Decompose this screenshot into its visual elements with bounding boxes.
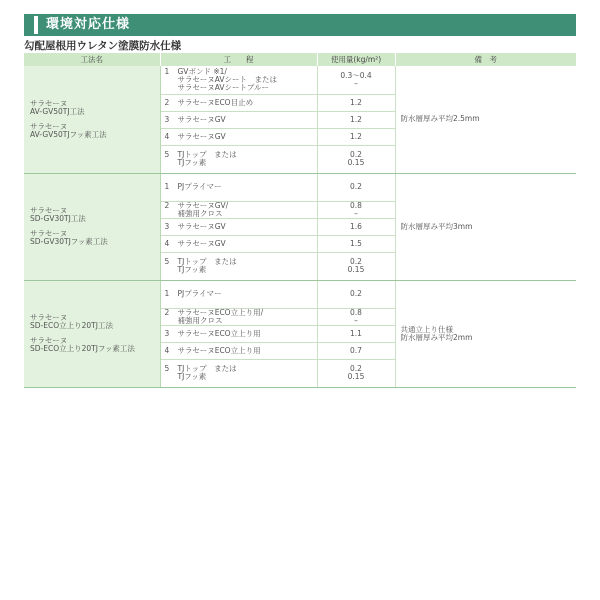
step-text-line: サラセーヌAVシート または <box>177 74 277 84</box>
usage-amount-value: 1.2 <box>350 97 362 107</box>
process-step-cell <box>160 173 317 201</box>
usage-amount-cell <box>317 308 395 325</box>
step-text-line: サラセーヌGV <box>177 238 226 248</box>
col-header-method: 工法名 <box>24 53 160 66</box>
process-step-cell <box>160 201 317 218</box>
remarks-line: 共通立上り仕様 <box>400 324 453 334</box>
remarks-cell <box>395 66 576 173</box>
step-number: 3 <box>164 328 170 338</box>
process-step-cell <box>160 280 317 308</box>
usage-amount-cell <box>317 145 395 173</box>
remarks-line: 防水層厚み平均3mm <box>400 221 473 231</box>
process-step-cell <box>160 359 317 387</box>
step-text-line: TJトップ または <box>177 257 237 266</box>
step-text-line: サラセーヌGV/ <box>177 200 229 210</box>
method-name-line: サラセーヌ <box>30 98 68 108</box>
usage-amount-value: – <box>354 78 358 88</box>
step-text <box>178 290 317 298</box>
usage-amount-value: 0.2 <box>350 182 362 191</box>
method-name-line: SD-GV30TJ工法 <box>30 214 86 223</box>
table-subtitle: 勾配屋根用ウレタン塗膜防水仕様 <box>24 40 182 52</box>
process-step-cell <box>160 66 317 94</box>
step-text <box>178 223 317 231</box>
usage-amount-value: – <box>354 208 358 218</box>
table-row <box>24 66 576 94</box>
method-name-line: AV-GV50TJ工法 <box>30 106 85 116</box>
step-number: 3 <box>164 221 170 231</box>
step-text <box>178 309 317 325</box>
method-name-line: サラセーヌ <box>30 121 68 131</box>
process-step-cell <box>160 235 317 252</box>
usage-amount-value: 0.2 <box>350 289 362 298</box>
process-step-cell <box>160 342 317 359</box>
usage-amount-cell <box>317 342 395 359</box>
method-name-line: AV-GV50TJフッ素工法 <box>30 129 107 139</box>
step-text-line: サラセーヌECO目止め <box>177 97 254 107</box>
usage-amount-cell <box>317 66 395 94</box>
step-text-line: PJプライマー <box>177 182 222 191</box>
step-text-line: TJトップ または <box>177 364 237 373</box>
step-text <box>178 202 317 218</box>
usage-amount-value: 1.5 <box>350 238 362 248</box>
usage-amount-value: 0.15 <box>347 265 365 274</box>
col-header-process: 工 程 <box>160 53 317 66</box>
step-text-line: サラセーヌECO立上り用 <box>177 345 261 355</box>
step-number: 2 <box>164 97 170 107</box>
step-text-line: サラセーヌGV <box>177 131 226 141</box>
step-number: 1 <box>164 182 170 191</box>
step-text-line: TJフッ素 <box>177 372 207 381</box>
step-text-line: サラセーヌECO立上り用/ <box>177 307 264 317</box>
spec-table <box>24 53 576 388</box>
step-number: 5 <box>164 150 170 159</box>
usage-amount-value: 1.6 <box>350 221 362 231</box>
step-text <box>178 133 317 141</box>
step-text-line: PJプライマー <box>177 289 222 298</box>
usage-amount-cell <box>317 111 395 128</box>
step-number: 4 <box>164 131 170 141</box>
table-row <box>24 280 576 308</box>
step-number: 5 <box>164 257 170 266</box>
step-text <box>178 240 317 248</box>
step-text-line: サラセーヌECO立上り用 <box>177 328 261 338</box>
method-name-line: サラセーヌ <box>30 336 68 345</box>
step-text <box>178 365 317 381</box>
step-text <box>178 183 317 191</box>
process-step-cell <box>160 308 317 325</box>
method-name-cell <box>24 280 160 387</box>
table-header-row <box>24 53 576 66</box>
step-text <box>178 347 317 355</box>
method-name-line: サラセーヌ <box>30 313 68 322</box>
section-header-bar <box>24 14 576 36</box>
process-step-cell <box>160 252 317 280</box>
step-text-line: サラセーヌGV <box>177 114 226 124</box>
table-row <box>24 173 576 201</box>
step-text-line: サラセーヌGV <box>177 221 226 231</box>
step-number: 3 <box>164 114 170 124</box>
usage-amount-value: 0.2 <box>350 257 362 266</box>
usage-amount-cell <box>317 128 395 145</box>
usage-amount-cell <box>317 94 395 111</box>
col-header-remarks: 備 考 <box>395 53 576 66</box>
step-text <box>178 116 317 124</box>
section-title: 環境対応仕様 <box>46 17 131 32</box>
usage-amount-value: 0.7 <box>350 345 362 355</box>
method-name-cell <box>24 173 160 280</box>
step-text <box>178 330 317 338</box>
step-text-line: TJフッ素 <box>177 158 207 167</box>
usage-amount-value: 1.1 <box>350 328 362 338</box>
method-name-line: サラセーヌ <box>30 229 68 238</box>
usage-amount-value: 0.3～0.4 <box>340 70 372 80</box>
usage-amount-cell <box>317 235 395 252</box>
process-step-cell <box>160 94 317 111</box>
step-text-line: 補強用クロス <box>177 315 223 325</box>
step-number: 4 <box>164 238 170 248</box>
step-text-line: TJトップ または <box>177 150 237 159</box>
method-name-line: サラセーヌ <box>30 206 68 215</box>
usage-amount-cell <box>317 252 395 280</box>
step-text <box>178 151 317 167</box>
remarks-cell <box>395 280 576 387</box>
usage-amount-value: 0.15 <box>347 158 365 167</box>
process-step-cell <box>160 111 317 128</box>
process-step-cell <box>160 128 317 145</box>
step-text-line: 補強用クロス <box>177 208 223 218</box>
usage-amount-value: 0.2 <box>350 364 362 373</box>
usage-amount-value: 0.15 <box>347 372 365 381</box>
step-text-line: GVボンド ※1/ <box>177 66 227 76</box>
usage-amount-cell <box>317 325 395 342</box>
step-number: 2 <box>164 200 170 210</box>
step-text-line: サラセーヌAVシートブルー <box>177 82 269 92</box>
usage-amount-cell <box>317 201 395 218</box>
usage-amount-cell <box>317 359 395 387</box>
step-text <box>178 258 317 274</box>
step-number: 1 <box>164 289 170 298</box>
usage-amount-cell <box>317 218 395 235</box>
remarks-line: 防水層厚み平均2.5mm <box>400 114 480 124</box>
process-step-cell <box>160 325 317 342</box>
step-number: 2 <box>164 307 170 317</box>
method-name-cell <box>24 66 160 173</box>
step-number: 4 <box>164 345 170 355</box>
step-text <box>178 68 317 92</box>
step-text-line: TJフッ素 <box>177 265 207 274</box>
usage-amount-value: 1.2 <box>350 114 362 124</box>
process-step-cell <box>160 218 317 235</box>
usage-amount-value: 0.8 <box>350 307 362 317</box>
method-name-line: SD-ECO立上り20TJ工法 <box>30 321 113 330</box>
process-step-cell <box>160 145 317 173</box>
remarks-cell <box>395 173 576 280</box>
usage-amount-value: 1.2 <box>350 131 362 141</box>
step-number: 5 <box>164 364 170 373</box>
usage-amount-cell <box>317 173 395 201</box>
col-header-amount: 使用量(kg/m²) <box>317 53 395 66</box>
usage-amount-value: 0.2 <box>350 150 362 159</box>
step-text <box>178 99 317 107</box>
header-accent-mark <box>34 16 38 34</box>
step-number: 1 <box>164 66 170 76</box>
method-name-line: SD-ECO立上り20TJフッ素工法 <box>30 344 135 353</box>
method-name-line: SD-GV30TJフッ素工法 <box>30 237 108 246</box>
usage-amount-cell <box>317 280 395 308</box>
remarks-line: 防水層厚み平均2mm <box>400 332 473 342</box>
usage-amount-value: – <box>354 315 358 325</box>
usage-amount-value: 0.8 <box>350 200 362 210</box>
